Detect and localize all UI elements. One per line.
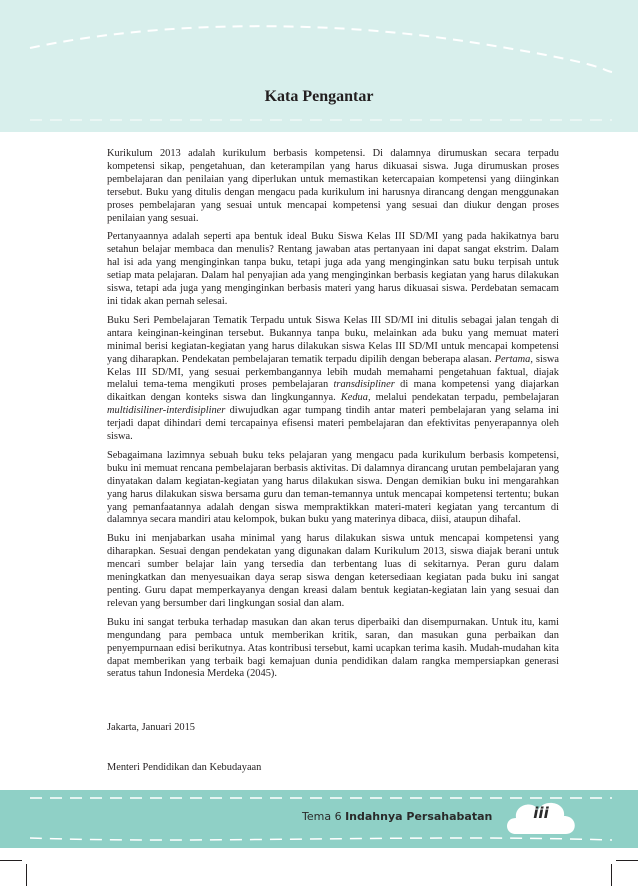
paragraph: [107, 148, 559, 225]
crop-mark: [0, 860, 22, 861]
theme-name: Indahnya Persahabatan: [345, 810, 493, 823]
paragraph-text: diwujudkan agar tumpang tindih antar materi pembelajaran yang selama ini terjadi dapat dihindari demi tercapainya efisensi materi pembelajaran dan efektivitas penyerapannya oleh siswa.: [107, 405, 559, 443]
paragraph-text: Pertanyaannya adalah seperti apa bentuk ideal Buku Siswa Kelas III SD/MI yang pada hakikatnya baru setahun belajar membaca dan menulis? Rentang jawaban atas pertanyaan ini dapat sangat ekstrim. Dalam hal isi ada yang menginginkan tanpa buku, tetapi juga ada yang menginginkan satu buku terpisah untuk setiap mata pelajaran. Dalam hal penyajian ada yang menginginkan berbasis kegiatan yang harus dilakukan siswa, tetapi ada juga yang menginginkan berbasis materi yang harus dikuasai siswa. Perdebatan semacam ini tidak akan pernah selesai.: [107, 231, 559, 307]
paragraph-text: siswa Kelas III SD/MI, yang sesuai perkembangannya lebih mudah memahami pengetahuan faktual, diajak melalui tema-tema mengikuti proses pembelajaran: [107, 353, 560, 391]
paragraph-text: Buku ini sangat terbuka terhadap masukan dan akan terus diperbaiki dan disempurnakan. Untuk itu, kami mengundang para pembaca untuk memberikan kritik, saran, dan masukan guna perbaikan dan penyempurnaan edisi berikutnya. Atas kontribusi tersebut, kami ucapkan terima kasih. Mudah-mudahan kita dapat memberikan yang terbaik bagi kemajuan dunia pendidikan dalam rangka mempersiapkan generasi seratus tahun Indonesia Merdeka (2045).: [107, 616, 559, 680]
crop-mark: [611, 864, 612, 886]
paragraph-text: Kurikulum 2013 adalah kurikulum berbasis kompetensi. Di dalamnya dirumuskan secara terpadu kompetensi sikap, pengetahuan, dan keterampilan yang harus dikuasai siswa. Juga dirumuskan proses pembelajaran dan penilaian yang diperlukan untuk memastikan ketercapaian kompetensi yang diinginkan tersebut. Buku yang ditulis dengan mengacu pada kurikulum ini harusnya dirancang dengan menggunakan proses pembelajaran yang sesuai untuk mencapai kompetensi yang sesuai dan diukur dengan proses penilaian yang sesuai.: [107, 148, 559, 224]
paragraph-text: Buku ini menjabarkan usaha minimal yang harus dilakukan siswa untuk mencapai kompetensi yang diharapkan. Sesuai dengan pendekatan yang digunakan dalam Kurikulum 2013, siswa diajak berani untuk mencari sumber belajar lain yang tersedia dan terbentang luas di sekitarnya. Peran guru dalam meningkatkan dan menyesuaikan daya serap siswa dengan ketersediaan kegiatan pada buku ini sangat penting. Guru dapat memperkayanya dengan kreasi dalam bentuk kegiatan-kegiatan lain yang sesuai dan relevan yang bersumber dari lingkungan sosial dan alam.: [107, 533, 559, 609]
italic-text: Kedua,: [340, 392, 371, 404]
paragraph: [107, 617, 559, 682]
signatory: Menteri Pendidikan dan Kebudayaan: [107, 762, 262, 773]
paragraph: [107, 450, 559, 527]
footer-theme-label: [302, 810, 492, 823]
italic-text: transdisipliner: [333, 379, 395, 391]
body-text: [107, 148, 559, 687]
paragraph-text: Buku Seri Pembelajaran Tematik Terpadu untuk Siswa Kelas III SD/MI ini ditulis sebagai jalan tengah di antara keinginan-keinginan tersebut. Bukannya tanpa buku, melainkan ada buku yang memuat materi minimal berisi kegiatan-kegiatan yang harus dilakukan siswa Kelas III SD/MI untuk mencapai kompetensi yang diharapkan. Pendekatan pembelajaran tematik terpadu dipilih dengan beberapa alasan.: [107, 314, 559, 365]
page-title: Kata Pengantar: [264, 88, 374, 105]
paragraph-text: melalui pendekatan terpadu, pembelajaran: [370, 392, 559, 404]
paragraph-text: di mana kompetensi yang diajarkan dikaitkan dengan konteks siswa dan lingkungannya.: [107, 379, 559, 404]
paragraph: [107, 231, 559, 308]
crop-mark: [26, 864, 27, 886]
paragraph: [107, 533, 559, 610]
paragraph-text: Sebagaimana lazimnya sebuah buku teks pelajaran yang mengacu pada kurikulum berbasis kompetensi, buku ini memuat rencana pembelajaran berbasis aktivitas. Di dalamnya dirancang urutan pembelajaran yang dinyatakan dalam kegiatan-kegiatan yang harus dilakukan siswa. Dengan demikian buku ini mengarahkan yang harus dilakukan siswa bersama guru dan teman-temannya untuk mencapai kompetensi tertentu; bukan yang pemanfaatannya adalah dengan siswa mempraktikkan materi-materi kegiatan yang tercantum di dalamnya secara mandiri atau kelompok, bukan buku yang materinya dibaca, diisi, ataupun dihafal.: [107, 449, 559, 526]
paragraph: [107, 315, 559, 444]
theme-prefix: Tema 6: [302, 810, 346, 823]
place-date: Jakarta, Januari 2015: [107, 722, 196, 733]
crop-mark: [616, 860, 638, 861]
top-dashed-wave: [0, 0, 638, 132]
page-number: iii: [533, 804, 549, 822]
italic-text: multidisiliner-interdisipliner: [107, 405, 226, 417]
italic-text: Pertama,: [494, 353, 533, 365]
top-decorative-band: [0, 0, 638, 132]
